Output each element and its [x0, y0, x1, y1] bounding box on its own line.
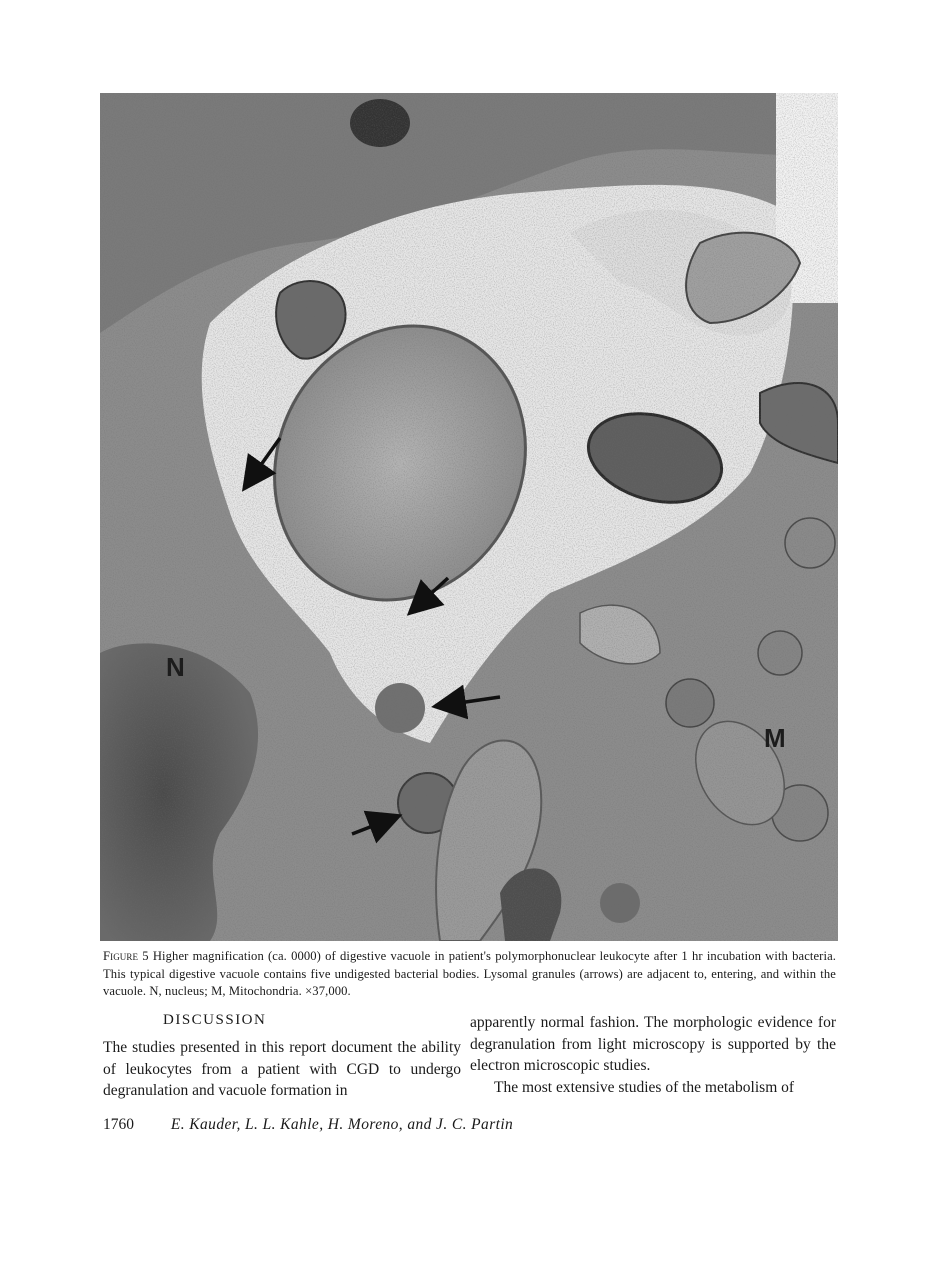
right-column-paragraph-2: The most extensive studies of the metabolism of: [494, 1078, 795, 1096]
right-column: [470, 1012, 836, 1098]
left-column-paragraph: The studies presented in this report document the ability of leukocytes from a patient with CGD to undergo degranulation and vacuole formation in: [103, 1039, 461, 1100]
label-mitochondria: M: [764, 723, 786, 753]
electron-micrograph: [100, 93, 838, 941]
caption-text: Higher magnification (ca. 0000) of digestive vacuole in patient's polymorphonuclear leukocyte after 1 hr incubation with bacteria. This typical digestive vacuole contains five undigested bacterial bodies. Lysomal granules (arrows) are adjacent to, entering, and within the vacuole. N, nucleus; M, Mitochondria. ×37,000.: [103, 949, 837, 998]
page-footer: [103, 1116, 513, 1134]
micrograph-image: [100, 93, 838, 941]
left-column: [103, 1037, 461, 1102]
section-heading: DISCUSSION: [163, 1012, 267, 1028]
right-column-paragraph-1: apparently normal fashion. The morphologic evidence for degranulation from light microscopy is supported by the electron microscopic studies.: [470, 1014, 836, 1075]
label-nucleus: N: [166, 652, 185, 682]
caption-figure-word: Figure: [103, 949, 139, 963]
footer-authors: E. Kauder, L. L. Kahle, H. Moreno, and J. C. Partin: [170, 1116, 514, 1133]
caption-figure-number: 5: [142, 949, 149, 963]
figure-caption: [103, 948, 836, 1001]
page-number: 1760: [103, 1116, 134, 1133]
